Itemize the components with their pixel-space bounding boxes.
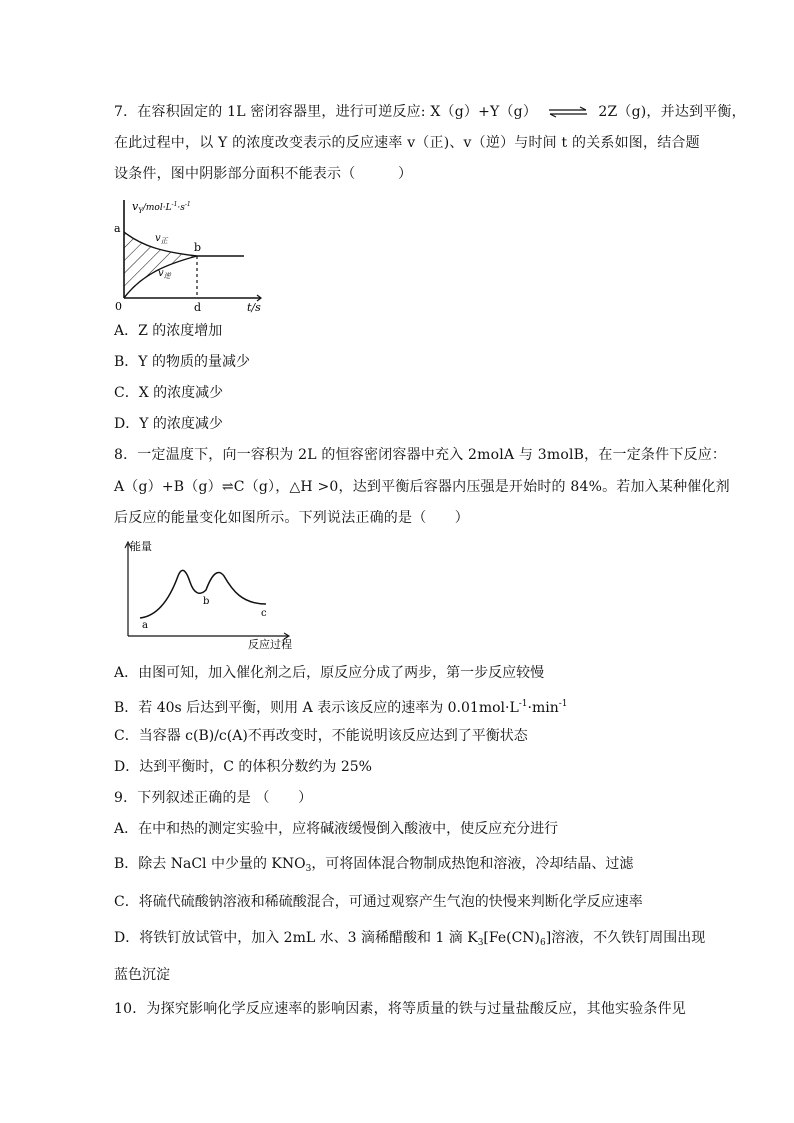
q7-label-d: d [194, 301, 202, 314]
q7-label-x-axis: t/s [247, 301, 261, 314]
q9-option-c: C．将硫代硫酸钠溶液和稀硫酸混合，可通过观察产生气泡的快慢来判断化学反应速率 [114, 894, 643, 910]
q9-option-b [114, 855, 633, 878]
q9-option-b-sub: 3 [305, 864, 312, 874]
equilibrium-arrow-icon [548, 106, 588, 118]
q7-stem-part2: 2Z（g)，并达到平衡， [598, 104, 746, 120]
q7-option-a: A．Z 的浓度增加 [114, 323, 223, 339]
q8-option-b-text: B．若 40s 后达到平衡，则用 A 表示该反应的速率为 0.01mol·L [114, 700, 519, 716]
q8-label-b: b [203, 596, 210, 607]
q7-label-origin: 0 [115, 300, 122, 313]
q8-label-x-axis: 反应过程 [248, 638, 292, 651]
q9-option-d-text: D．将铁钉放试管中，加入 2mL 水、3 滴稀醋酸和 1 滴 K [114, 930, 478, 946]
q8-option-a: A．由图可知，加入催化剂之后，原反应分成了两步，第一步反应较慢 [114, 665, 545, 681]
q7-label-b: b [194, 241, 202, 254]
q9-stem: 9．下列叙述正确的是 （ ） [114, 790, 313, 806]
q7-option-d: D．Y 的浓度减少 [114, 416, 223, 432]
q9-option-d-line2: 蓝色沉淀 [114, 967, 170, 983]
q9-option-d-sub1: 3 [477, 938, 484, 948]
q8-energy-profile-graph [118, 538, 308, 653]
q9-option-b-text: B．除去 NaCl 中少量的 KNO [114, 856, 306, 872]
q8-option-c: C．当容器 c(B)/c(A)不再改变时，不能说明该反应达到了平衡状态 [114, 728, 528, 744]
q9-option-d [114, 929, 705, 952]
q8-stem-line2: A（g）+B（g）⇌C（g），△H >0，达到平衡后容器内压强是开始时的 84%。若加入某种催化剂 [114, 479, 730, 495]
q8-stem-line1: 8．一定温度下，向一容积为 2L 的恒容密闭容器中充入 2molA 与 3molB，在一定条件下反应： [114, 447, 727, 463]
q10-stem-line1: 10．为探究影响化学反应速率的影响因素，将等质量的铁与过量盐酸反应，其他实验条件见 [114, 1001, 687, 1017]
svg-text:vY/mol·L-1·s-1: $v_Y^{/mol\cdot L-1}_{\cdot s}^{-1}$ [132, 200, 191, 215]
q8-option-b-sup1: -1 [518, 699, 528, 709]
q9-option-a: A．在中和热的测定实验中，应将碱液缓慢倒入酸液中，使反应充分进行 [114, 821, 559, 837]
q8-label-a: a [142, 620, 148, 631]
q7-option-c: C．X 的浓度减少 [114, 385, 224, 401]
q7-stem-line1 [114, 103, 746, 121]
q7-option-b: B．Y 的物质的量减少 [114, 354, 250, 370]
q9-option-d-rest: ]溶液，不久铁钉周围出现 [545, 930, 706, 946]
q8-label-c: c [261, 608, 267, 619]
q9-option-d-sub2: 6 [540, 938, 546, 948]
q7-stem-line3: 设条件，图中阴影部分面积不能表示（ ） [114, 166, 413, 182]
q8-energy-curve [140, 570, 266, 618]
q8-option-d: D．达到平衡时，C 的体积分数约为 25% [114, 759, 372, 775]
q8-option-b-mid: ·min [527, 700, 559, 716]
q8-stem-line3: 后反应的能量变化如图所示。下列说法正确的是（ ） [114, 510, 469, 526]
q7-rate-time-graph [112, 196, 282, 321]
q7-stem-part1: 7．在容积固定的 1L 密闭容器里，进行可逆反应: X（g）+Y（g） [114, 104, 538, 120]
q8-label-y-axis: 能量 [130, 540, 152, 553]
q9-option-b-rest: ，可将固体混合物制成热饱和溶液，冷却结晶、过滤 [311, 856, 634, 872]
q7-label-v-forward: $v_正$ [155, 233, 168, 245]
q7-label-v-reverse: $v_逆$ [158, 268, 171, 280]
q7-label-a: a [114, 222, 121, 235]
q7-stem-line2: 在此过程中，以 Y 的浓度改变表示的反应速率 v（正)、v（逆）与时间 t 的关系如图，结合题 [114, 135, 700, 151]
q8-option-b-sup2: -1 [558, 699, 568, 709]
q9-option-d-mid: [Fe(CN) [483, 930, 541, 946]
q8-option-b [114, 695, 568, 717]
